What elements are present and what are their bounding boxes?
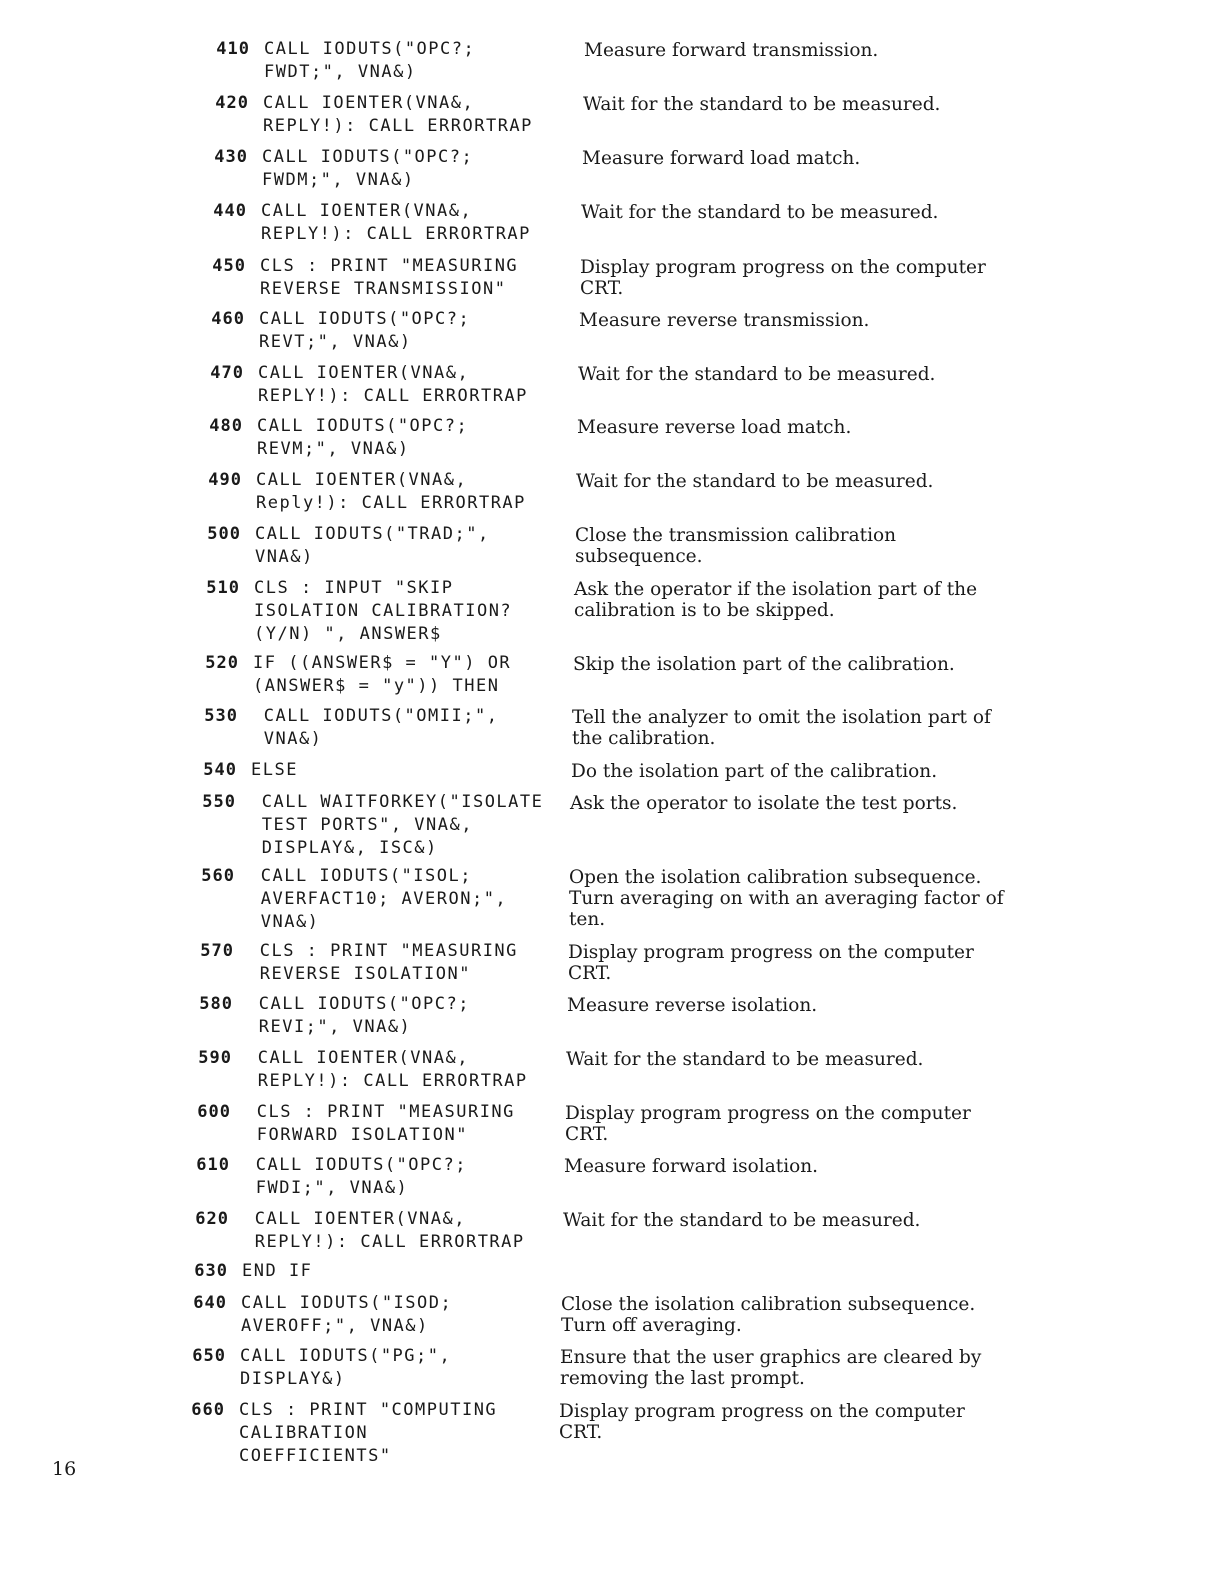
line-description: Display program progress on the computer CRT. bbox=[565, 1103, 971, 1145]
code-text: CALL IODUTS("ISOL; AVERFACT10; AVERON;", VNA&) bbox=[260, 866, 508, 932]
line-number: 410 bbox=[216, 39, 250, 59]
line-description: Measure reverse isolation. bbox=[567, 995, 818, 1016]
code-text: CALL IOENTER(VNA&, REPLY!): CALL ERRORTRAP bbox=[263, 93, 533, 136]
code-text: CALL IOENTER(VNA&, Reply!): CALL ERRORTRAP bbox=[256, 470, 526, 513]
code-text: CALL IODUTS("OMII;", VNA&) bbox=[263, 706, 499, 749]
line-number: 510 bbox=[206, 578, 240, 598]
line-description: Close the transmission calibration subsequence. bbox=[575, 525, 897, 567]
line-description: Ask the operator to isolate the test ports. bbox=[570, 793, 958, 814]
line-description: Close the isolation calibration subsequence. Turn off averaging. bbox=[561, 1294, 976, 1336]
line-number: 550 bbox=[202, 792, 236, 812]
line-number: 580 bbox=[199, 994, 233, 1014]
line-number: 640 bbox=[193, 1293, 227, 1313]
code-text: CALL IODUTS("OPC?; FWDM;", VNA&) bbox=[262, 147, 474, 190]
line-description: Display program progress on the computer CRT. bbox=[580, 257, 986, 299]
line-description: Do the isolation part of the calibration. bbox=[571, 761, 938, 782]
line-description: Wait for the standard to be measured. bbox=[566, 1049, 924, 1070]
line-number: 420 bbox=[215, 93, 249, 113]
code-text: CALL IOENTER(VNA&, REPLY!): CALL ERRORTRAP bbox=[254, 1209, 525, 1252]
code-text: CALL IODUTS("OPC?; REVT;", VNA&) bbox=[259, 309, 471, 352]
line-number: 520 bbox=[205, 653, 239, 673]
line-number: 440 bbox=[213, 201, 247, 221]
line-description: Open the isolation calibration subsequence. Turn averaging on with an averaging factor of ten. bbox=[569, 867, 1004, 930]
line-number: 650 bbox=[192, 1346, 226, 1366]
line-number: 590 bbox=[198, 1048, 232, 1068]
line-description: Measure reverse load match. bbox=[577, 417, 852, 438]
code-text: CLS : PRINT "MEASURING REVERSE ISOLATION" bbox=[259, 941, 518, 984]
code-text: CLS : PRINT "MEASURING REVERSE TRANSMISSION" bbox=[260, 256, 519, 299]
code-text: CALL IODUTS("PG;", DISPLAY&) bbox=[240, 1346, 452, 1389]
line-number: 450 bbox=[212, 256, 246, 276]
line-description: Display program progress on the computer CRT. bbox=[559, 1401, 965, 1443]
line-number: 660 bbox=[191, 1400, 225, 1420]
line-number: 490 bbox=[208, 470, 242, 490]
line-description: Measure forward transmission. bbox=[584, 40, 879, 61]
code-text: CALL IODUTS("TRAD;", VNA&) bbox=[255, 524, 490, 567]
line-description: Measure reverse transmission. bbox=[579, 310, 870, 331]
line-number: 430 bbox=[214, 147, 248, 167]
line-number: 470 bbox=[210, 363, 244, 383]
code-text: CALL IODUTS("OPC?; REVM;", VNA&) bbox=[257, 416, 469, 459]
line-description: Wait for the standard to be measured. bbox=[563, 1210, 921, 1231]
line-number: 540 bbox=[203, 760, 237, 780]
line-description: Wait for the standard to be measured. bbox=[578, 364, 936, 385]
code-text: CALL IOENTER(VNA&, REPLY!): CALL ERRORTRAP bbox=[257, 1048, 528, 1091]
code-text: CALL IODUTS("OPC?; REVI;", VNA&) bbox=[258, 994, 470, 1037]
code-text: ELSE bbox=[251, 760, 298, 780]
line-description: Wait for the standard to be measured. bbox=[576, 471, 934, 492]
line-number: 480 bbox=[209, 416, 243, 436]
code-text: IF ((ANSWER$ = "Y") OR (ANSWER$ = "y")) THEN bbox=[253, 653, 512, 696]
line-number: 500 bbox=[207, 524, 241, 544]
line-number: 600 bbox=[197, 1102, 231, 1122]
code-text: CALL IODUTS("ISOD; AVEROFF;", VNA&) bbox=[241, 1293, 453, 1336]
code-text: CALL IODUTS("OPC?; FWDI;", VNA&) bbox=[255, 1155, 467, 1198]
code-text: CLS : PRINT "COMPUTING CALIBRATION COEFFICIENTS" bbox=[239, 1400, 498, 1466]
code-text: CALL IOENTER(VNA&, REPLY!): CALL ERRORTRAP bbox=[261, 201, 531, 244]
page-number: 16 bbox=[52, 1458, 77, 1480]
line-description: Ensure that the user graphics are cleared by removing the last prompt. bbox=[560, 1347, 982, 1389]
code-text: END IF bbox=[242, 1261, 313, 1281]
line-number: 620 bbox=[195, 1209, 229, 1229]
line-description: Display program progress on the computer CRT. bbox=[568, 942, 974, 984]
line-number: 570 bbox=[200, 941, 234, 961]
line-number: 610 bbox=[196, 1155, 230, 1175]
code-text: CLS : INPUT "SKIP ISOLATION CALIBRATION? (Y/N) ", ANSWER$ bbox=[254, 578, 513, 644]
code-text: CLS : PRINT "MEASURING FORWARD ISOLATION" bbox=[256, 1102, 515, 1145]
code-text: CALL IOENTER(VNA&, REPLY!): CALL ERRORTRAP bbox=[258, 363, 528, 406]
line-description: Measure forward load match. bbox=[582, 148, 861, 169]
code-text: CALL WAITFORKEY("ISOLATE TEST PORTS", VNA&, DISPLAY&, ISC&) bbox=[261, 792, 544, 858]
line-description: Measure forward isolation. bbox=[564, 1156, 819, 1177]
line-description: Skip the isolation part of the calibration. bbox=[573, 654, 955, 675]
line-number: 530 bbox=[204, 706, 238, 726]
code-text: CALL IODUTS("OPC?; FWDT;", VNA&) bbox=[264, 39, 476, 82]
line-number: 630 bbox=[194, 1261, 228, 1281]
line-description: Tell the analyzer to omit the isolation part of the calibration. bbox=[572, 707, 991, 749]
line-description: Wait for the standard to be measured. bbox=[583, 94, 941, 115]
line-number: 460 bbox=[211, 309, 245, 329]
line-description: Wait for the standard to be measured. bbox=[581, 202, 939, 223]
line-description: Ask the operator if the isolation part of the calibration is to be skipped. bbox=[574, 579, 978, 621]
line-number: 560 bbox=[201, 866, 235, 886]
